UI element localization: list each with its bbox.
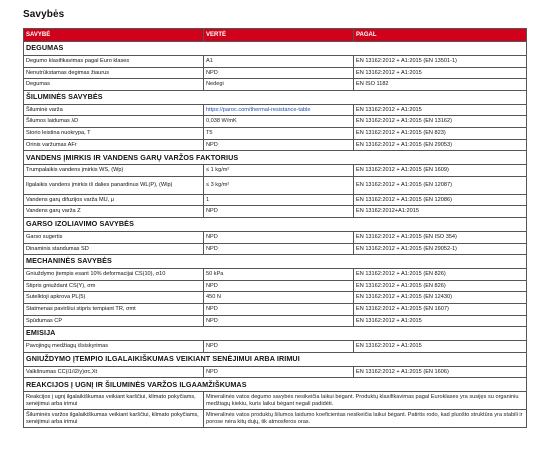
table-row xyxy=(24,127,527,139)
standard-cell: EN 13162:2012 + A1:2015 xyxy=(354,67,527,79)
section-heading: GNIUŽDYMO ĮTEMPIO ILGALAIKIŠKUMAS VEIKIANT SENĖJIMUI ARBA IRIMUI xyxy=(24,352,527,366)
value-cell: A1 xyxy=(204,56,354,68)
property-cell: Vandens garų varža Z xyxy=(24,206,204,218)
property-cell: Nenutrūkstamas degimas žiaurus xyxy=(24,67,204,79)
standard-cell: EN 13162:2012 + A1:2015 (EN 29052-1) xyxy=(354,243,527,255)
table-row xyxy=(24,165,527,177)
property-cell: Statmenas paviršiui stipris tempiant TR, σmt xyxy=(24,303,204,315)
table-row xyxy=(24,366,527,378)
value-cell: Nedegi xyxy=(204,79,354,91)
property-cell: Trumpalaikis vandens įmirkis WS, (Wp) xyxy=(24,165,204,177)
property-cell: Valkšnumas CC(i1/i2/y)σc,Xt xyxy=(24,366,204,378)
standard-cell: EN 13162:2012 + A1:2015 (EN ISO 354) xyxy=(354,231,527,243)
value-cell: NPD xyxy=(204,139,354,151)
note-cell: Mineralinės vatos degumo savybės nesikeičia laikui bėgant. Produktų klasifikavimas pagal Euroklases yra susijęs su organiniu medžiagų kiekiu, kuris laikui bėgant negali padidėti. xyxy=(204,392,527,410)
section-heading-row xyxy=(24,90,527,104)
table-row xyxy=(24,79,527,91)
table-row xyxy=(24,292,527,304)
table-row xyxy=(24,410,527,428)
property-cell: Stipris gniuždant CS(Y), σm xyxy=(24,280,204,292)
standard-cell: EN 13162:2012 + A1:2015 (EN 13501-1) xyxy=(354,56,527,68)
section-heading: GARSO IZOLIAVIMO SAVYBĖS xyxy=(24,217,527,231)
value-cell: NPD xyxy=(204,315,354,327)
standard-cell: EN 13162:2012 + A1:2015 xyxy=(354,104,527,116)
standard-cell: EN 13162:2012 + A1:2015 (EN 13162) xyxy=(354,116,527,128)
section-heading-row xyxy=(24,378,527,392)
properties-table xyxy=(23,28,527,428)
table-row xyxy=(24,269,527,281)
section-heading-row xyxy=(24,151,527,165)
table-row xyxy=(24,231,527,243)
property-cell: Orinis varžumas AFr xyxy=(24,139,204,151)
property-cell: Spūdumas CP xyxy=(24,315,204,327)
standard-cell: EN 13162:2012+A1:2015 xyxy=(354,206,527,218)
section-heading: DEGUMAS xyxy=(24,42,527,56)
section-heading-row xyxy=(24,352,527,366)
table-row xyxy=(24,67,527,79)
table-row xyxy=(24,194,527,206)
table-row xyxy=(24,243,527,255)
section-heading-row xyxy=(24,327,527,341)
column-header-property: SAVYBĖ xyxy=(24,29,204,42)
value-cell: 1 xyxy=(204,194,354,206)
property-cell: Šilumos laidumas λD xyxy=(24,116,204,128)
section-heading: EMISIJA xyxy=(24,327,527,341)
standard-cell: EN 13162:2012 + A1:2015 xyxy=(354,341,527,353)
column-header-value: VERTĖ xyxy=(204,29,354,42)
property-cell: Šiluminės varžos ilgalaikiškumas veikiant karščiui, klimato pokyčiams, senėjimui arba irimui xyxy=(24,410,204,428)
property-cell: Gniuždymo įtempis esant 10% deformacijai CS(10), σ10 xyxy=(24,269,204,281)
section-heading-row xyxy=(24,42,527,56)
standard-cell: EN 13162:2012 + A1:2015 (EN 12087) xyxy=(354,176,527,194)
table-row xyxy=(24,341,527,353)
standard-cell: EN 13162:2012 + A1:2015 (EN 1606) xyxy=(354,366,527,378)
section-heading-row xyxy=(24,217,527,231)
section-heading: MECHANINĖS SAVYBĖS xyxy=(24,255,527,269)
value-cell: ≤ 3 kg/m² xyxy=(204,176,354,194)
standard-cell: EN 13162:2012 + A1:2015 (EN 826) xyxy=(354,269,527,281)
standard-cell: EN 13162:2012 + A1:2015 (EN 12086) xyxy=(354,194,527,206)
standard-cell: EN ISO 1182 xyxy=(354,79,527,91)
thermal-resistance-link[interactable]: https://paroc.com/thermal-resistance-table xyxy=(206,106,311,113)
table-row xyxy=(24,139,527,151)
table-row xyxy=(24,303,527,315)
value-cell: 0,038 W/mK xyxy=(204,116,354,128)
table-row xyxy=(24,56,527,68)
value-cell: ≤ 1 kg/m² xyxy=(204,165,354,177)
property-cell: Degumo klasifikavimas pagal Euro klases xyxy=(24,56,204,68)
value-cell: NPD xyxy=(204,366,354,378)
value-cell: NPD xyxy=(204,67,354,79)
value-cell: NPD xyxy=(204,206,354,218)
table-row xyxy=(24,116,527,128)
value-cell xyxy=(204,104,354,116)
property-cell: Šiluminė varža xyxy=(24,104,204,116)
property-cell: Vandens garų difuzijos varža MU, μ xyxy=(24,194,204,206)
section-heading: REAKCIJOS Į UGNĮ IR ŠILUMINĖS VARŽOS ILGAAMŽIŠKUMAS xyxy=(24,378,527,392)
property-cell: Garso sugertis xyxy=(24,231,204,243)
table-row xyxy=(24,280,527,292)
standard-cell: EN 13162:2012 + A1:2015 (EN 823) xyxy=(354,127,527,139)
value-cell: 50 kPa xyxy=(204,269,354,281)
section-heading: VANDENS ĮMIRKIS IR VANDENS GARŲ VARŽOS FAKTORIUS xyxy=(24,151,527,165)
page-title: Savybės xyxy=(23,9,65,20)
value-cell: NPD xyxy=(204,243,354,255)
table-body xyxy=(24,42,527,428)
value-cell: 450 N xyxy=(204,292,354,304)
table-row xyxy=(24,176,527,194)
property-cell: Pavojingų medžiagų išsiskyrimas xyxy=(24,341,204,353)
table-row xyxy=(24,104,527,116)
standard-cell: EN 13162:2012 + A1:2015 (EN 12430) xyxy=(354,292,527,304)
value-cell: NPD xyxy=(204,280,354,292)
table-row xyxy=(24,315,527,327)
standard-cell: EN 13162:2012 + A1:2015 (EN 29053) xyxy=(354,139,527,151)
value-cell: NPD xyxy=(204,341,354,353)
table-header-row xyxy=(24,29,527,42)
standard-cell: EN 13162:2012 + A1:2015 xyxy=(354,315,527,327)
property-cell: Degumas xyxy=(24,79,204,91)
value-cell: NPD xyxy=(204,303,354,315)
property-cell: Storio leistina nuokrypa, T xyxy=(24,127,204,139)
note-cell: Mineralinės vatos produktų šilumos laidumo koeficientas nesikeičia laikui bėgant. Patirtis rodo, kad pluošto struktūra yra stabili ir porose nėra kitų dujų, tik atmosferos oras. xyxy=(204,410,527,428)
property-cell: Sutelktoji apkrova PL(5) xyxy=(24,292,204,304)
table-row xyxy=(24,392,527,410)
property-cell: Dinaminis standumas SD xyxy=(24,243,204,255)
value-cell: NPD xyxy=(204,231,354,243)
standard-cell: EN 13162:2012 + A1:2015 (EN 826) xyxy=(354,280,527,292)
property-cell: Ilgalaikis vandens įmirkis iš dalies panardinus WL(P), (Wlp) xyxy=(24,176,204,194)
column-header-standard: PAGAL xyxy=(354,29,527,42)
section-heading: ŠILUMINĖS SAVYBĖS xyxy=(24,90,527,104)
value-cell: T5 xyxy=(204,127,354,139)
standard-cell: EN 13162:2012 + A1:2015 (EN 1607) xyxy=(354,303,527,315)
property-cell: Reakcijos į ugnį ilgalaikiškumas veikiant karščiui, klimato pokyčiams, senėjimui arba irimui xyxy=(24,392,204,410)
table-row xyxy=(24,206,527,218)
standard-cell: EN 13162:2012 + A1:2015 (EN 1609) xyxy=(354,165,527,177)
section-heading-row xyxy=(24,255,527,269)
